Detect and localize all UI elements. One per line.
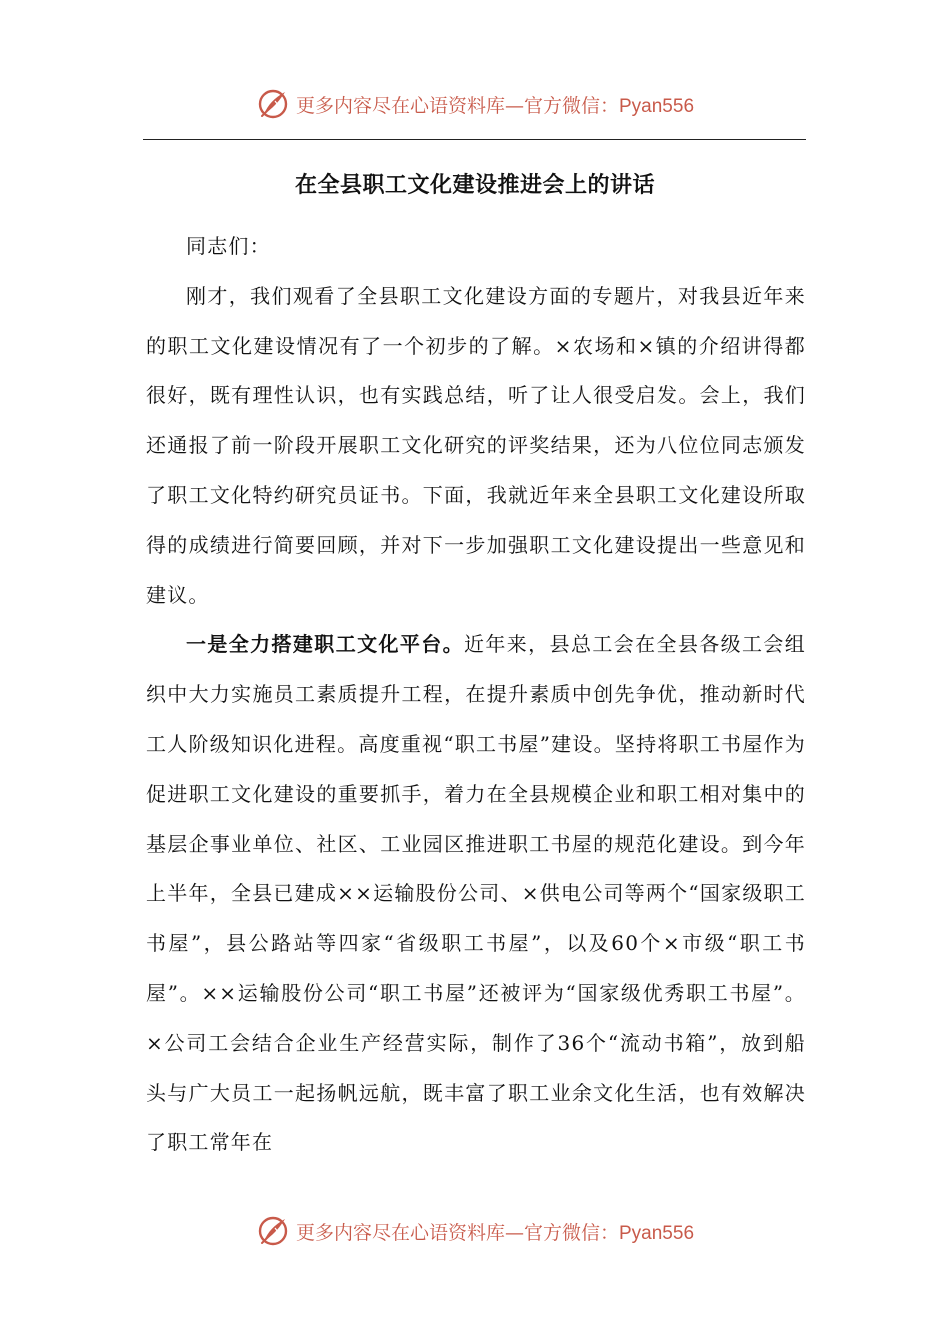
feather-pen-logo-icon <box>256 87 290 121</box>
section-body: 近年来，县总工会在全县各级工会组织中大力实施员工素质提升工程，在提升素质中创先争优，推动新时代工人阶级知识化进程。高度重视“职工书屋”建设。坚持将职工书屋作为促进职工文化建设的重要抓手，着力在全县规模企业和职工相对集中的基层企事业单位、社区、工业园区推进职工书屋的规范化建设。到今年上半年，全县已建成××运输股份公司、×供电公司等两个“国家级职工书屋”，县公路站等四家“省级职工书屋”，以及60个×市级“职工书屋”。××运输股份公司“职工书屋”还被评为“国家级优秀职工书屋”。×公司工会结合企业生产经营实际，制作了36个“流动书箱”，放到船头与广大员工一起扬帆远航，既丰富了职工业余文化生活，也有效解决了职工常年在 <box>146 632 806 1155</box>
watermark-text: 更多内容尽在心语资料库—官方微信：Pyan556 <box>295 1221 695 1244</box>
header-divider <box>143 139 806 140</box>
document-title: 在全县职工文化建设推进会上的讲话 <box>294 173 655 198</box>
header-watermark-banner <box>0 84 950 124</box>
watermark-wechat-id: Pyan556 <box>619 95 695 117</box>
watermark-text: 更多内容尽在心语资料库—官方微信：Pyan556 <box>295 94 695 117</box>
salutation: 同志们： <box>186 234 271 258</box>
feather-pen-logo-icon <box>256 1214 290 1248</box>
watermark-wechat-id: Pyan556 <box>619 1222 695 1244</box>
document-body <box>146 222 806 1168</box>
paragraph-intro: 刚才，我们观看了全县职工文化建设方面的专题片，对我县近年来的职工文化建设情况有了一个初步的了解。×农场和×镇的介绍讲得都很好，既有理性认识，也有实践总结，听了让人很受启发。会上，我们还通报了前一阶段开展职工文化研究的评奖结果，还为八位位同志颁发了职工文化特约研究员证书。下面，我就近年来全县职工文化建设所取得的成绩进行简要回顾，并对下一步加强职工文化建设提出一些意见和建议。 <box>146 283 806 607</box>
footer-watermark-banner <box>0 1211 950 1251</box>
paragraph-section-one <box>146 620 806 1168</box>
section-heading: 一是全力搭建职工文化平台。 <box>186 632 465 657</box>
